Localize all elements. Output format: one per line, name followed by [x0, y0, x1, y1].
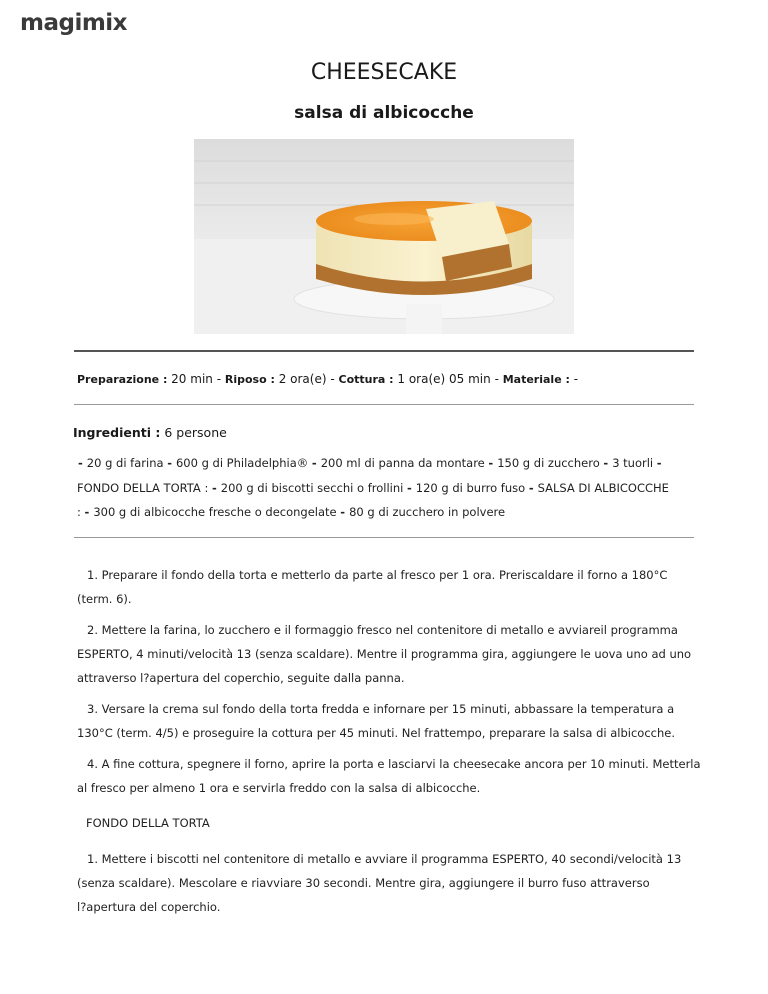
ingredient-separator: -	[311, 456, 321, 470]
ingredients-line	[78, 456, 662, 470]
ingredient-separator: -	[407, 481, 416, 495]
ingredient-separator: -	[656, 456, 662, 470]
ingredient-separator: -	[603, 456, 613, 470]
prep-label: Preparazione :	[77, 373, 168, 386]
ingredient-item: 300 g di albicocche fresche o decongelate	[93, 505, 341, 519]
ingredient-section: :	[77, 505, 85, 519]
step-line: attraverso l?apertura del coperchio, seguite dalla panna.	[77, 671, 405, 685]
step-line: ESPERTO, 4 minuti/velocità 13 (senza scaldare). Mentre il programma gira, aggiungere le uova uno ad uno	[77, 647, 692, 661]
recipe-subtitle: salsa di albicocche	[294, 103, 474, 123]
cook-value: 1 ora(e) 05 min	[397, 372, 491, 386]
ingredient-separator: -	[488, 456, 498, 470]
ingredient-item: 600 g di Philadelphia®	[175, 456, 312, 470]
divider	[74, 404, 694, 405]
step-line: 1. Preparare il fondo della torta e metterlo da parte al fresco per 1 ora. Preriscaldare il forno a 180°C	[87, 568, 668, 582]
ingredient-separator: -	[84, 505, 94, 519]
ingredient-item: 150 g di zucchero	[497, 456, 604, 470]
rest-value: 2 ora(e)	[278, 372, 327, 386]
ingredient-item: 3 tuorli	[612, 456, 657, 470]
divider	[74, 537, 694, 538]
step-line: 130°C (term. 4/5) e proseguire la cottura per 45 minuti. Nel frattempo, preparare la salsa di albicocche.	[77, 726, 675, 740]
ingredient-separator: -	[167, 456, 176, 470]
section-heading: FONDO DELLA TORTA	[86, 816, 210, 830]
ingredients-line	[77, 481, 669, 495]
rest-label: Riposo :	[224, 373, 275, 386]
ingredient-item: 120 g di burro fuso	[415, 481, 529, 495]
ingredient-item: 200 g di biscotti secchi o frollini	[220, 481, 408, 495]
ingredient-separator: -	[211, 481, 221, 495]
divider	[74, 350, 694, 352]
ingredient-item: 20 g di farina	[86, 456, 168, 470]
cook-label: Cottura :	[338, 373, 394, 386]
ingredients-line	[77, 505, 505, 519]
ingredient-item: 200 ml di panna da montare	[320, 456, 489, 470]
ingredient-item: 80 g di zucchero in polvere	[349, 505, 506, 519]
step-line: 2. Mettere la farina, lo zucchero e il formaggio fresco nel contenitore di metallo e avviareil programma	[87, 623, 678, 637]
step-line: 3. Versare la crema sul fondo della torta fredda e infornare per 15 minuti, abbassare la temperatura a	[87, 702, 675, 716]
equipment-label: Materiale :	[502, 373, 570, 386]
cheesecake-photo	[194, 139, 574, 334]
ingredient-separator: -	[528, 481, 538, 495]
step-line: (senza scaldare). Mescolare e riavviare 30 secondi. Mentre gira, aggiungere il burro fuso attraverso	[77, 876, 650, 890]
ingredient-separator: -	[340, 505, 350, 519]
step-line: al fresco per almeno 1 ora e servirla freddo con la salsa di albicocche.	[77, 781, 481, 795]
step-line: 1. Mettere i biscotti nel contenitore di metallo e avviare il programma ESPERTO, 40 secondi/velocità 13	[87, 852, 682, 866]
servings: 6 persone	[164, 425, 227, 440]
step-line: 4. A fine cottura, spegnere il forno, aprire la porta e lasciarvi la cheesecake ancora per 10 minuti. Metterla	[87, 757, 701, 771]
ingredient-separator: -	[78, 456, 87, 470]
ingredients-heading	[73, 425, 227, 440]
step-line: l?apertura del coperchio.	[77, 900, 221, 914]
ingredient-section: FONDO DELLA TORTA :	[77, 481, 212, 495]
ingredient-section: SALSA DI ALBICOCCHE	[537, 481, 669, 495]
brand-logo: magimix	[20, 10, 128, 36]
prep-value: 20 min	[171, 372, 213, 386]
recipe-title: CHEESECAKE	[310, 60, 458, 85]
step-line: (term. 6).	[77, 592, 132, 606]
equipment-value: -	[573, 372, 579, 386]
recipe-meta: Preparazione : 20 min - Riposo : 2 ora(e) - Cottura : 1 ora(e) 05 min - Materiale : -	[77, 372, 579, 386]
ingredients-label: Ingredienti :	[73, 425, 161, 440]
